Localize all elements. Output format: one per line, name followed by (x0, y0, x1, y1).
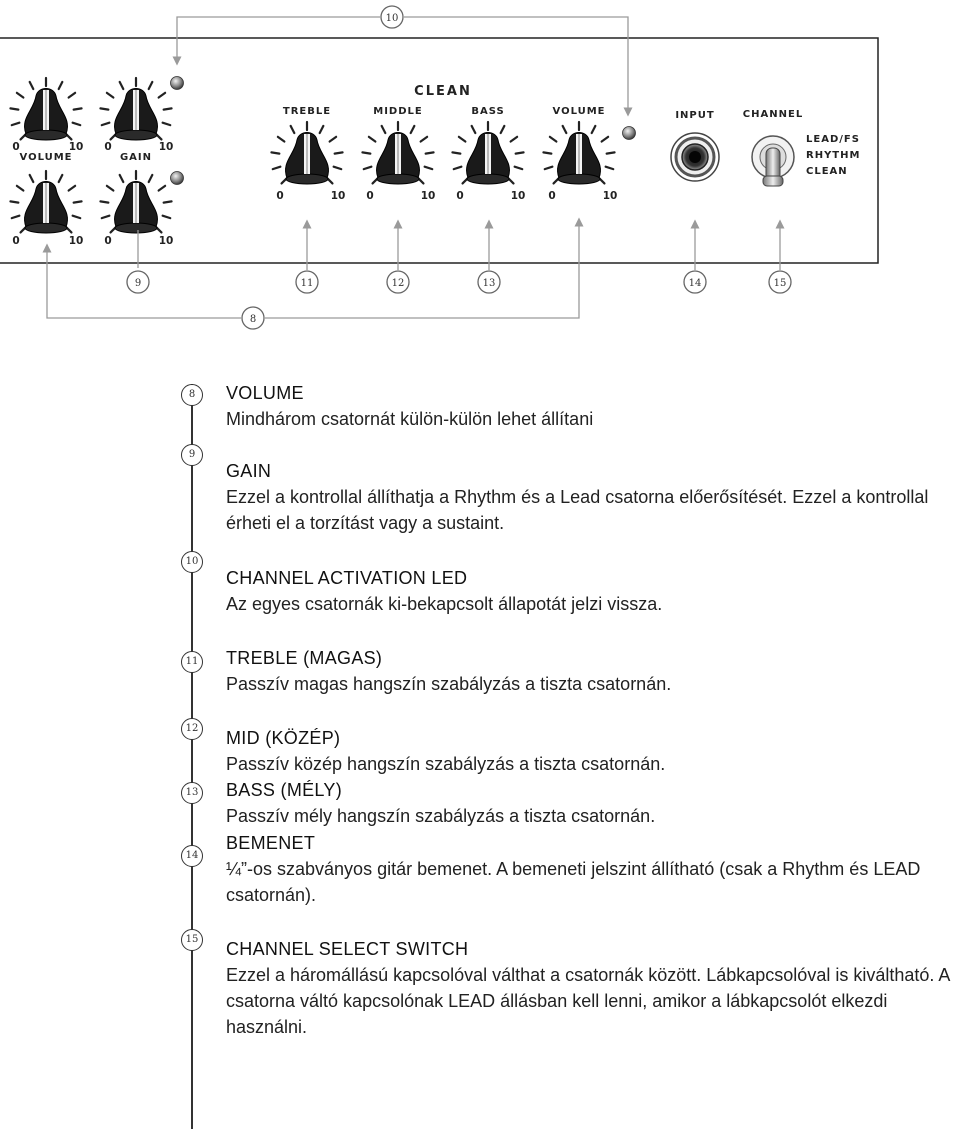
bass-max: 10 (510, 190, 526, 202)
legend-number-14: 14 (181, 845, 203, 867)
callout-9 (127, 271, 149, 293)
input-jack (671, 133, 719, 181)
legend-description: Ezzel a kontrollal állíthatja a Rhythm és a Lead csatorna előerősítését. Ezzel a kontrollal érheti el a torzítást vagy a sustaint. (226, 487, 929, 533)
legend-number-13: 13 (181, 782, 203, 804)
led-clean (623, 127, 636, 140)
callout-11-number: 11 (300, 278, 314, 289)
gain-label: Gain (119, 152, 153, 163)
middle-knob (362, 122, 433, 184)
callout-14-number: 14 (688, 278, 702, 289)
legend-number-11: 11 (181, 651, 203, 673)
legend-entry-volume (226, 380, 960, 432)
bass-min: 0 (456, 190, 464, 202)
callout-13 (478, 271, 500, 293)
gain-knob (100, 78, 171, 140)
callout-8-line (47, 222, 579, 318)
legend-description: Az egyes csatornák ki-bekapcsolt állapotát jelzi vissza. (226, 594, 663, 614)
clean-section-title: Clean (414, 84, 472, 99)
clean-volume-max: 10 (602, 190, 618, 202)
lower-left-max: 10 (68, 235, 84, 247)
left-volume-label: Volume (19, 152, 73, 163)
led-gain-upper (171, 77, 184, 90)
callout-10-line (177, 17, 628, 112)
legend-timeline (191, 384, 193, 1129)
callout-8-number: 8 (249, 314, 257, 325)
legend-entry-input (226, 830, 960, 908)
legend-title: BEMENET (226, 833, 316, 853)
treble-knob (271, 122, 342, 184)
legend (0, 340, 960, 1130)
callout-14 (684, 271, 706, 293)
callout-13-number: 13 (482, 278, 496, 289)
legend-description: ¼”-os szabványos gitár bemenet. A bemeneti jelszint állítható (csak a Rhythm és LEAD csatornán). (226, 859, 921, 905)
callout-8 (242, 307, 264, 329)
legend-description: Passzív közép hangszín szabályzás a tiszta csatornán. (226, 754, 666, 774)
legend-number-15: 15 (181, 929, 203, 951)
bass-label: Bass (471, 106, 505, 117)
lower-left-knob (10, 171, 81, 233)
gain-max: 10 (158, 141, 174, 153)
middle-min: 0 (366, 190, 374, 202)
callout-11 (296, 271, 318, 293)
legend-title: CHANNEL ACTIVATION LED (226, 568, 468, 588)
clean-volume-knob (543, 122, 614, 184)
left-volume-knob (10, 78, 81, 140)
treble-max: 10 (330, 190, 346, 202)
callout-12 (387, 271, 409, 293)
led-gain-lower (171, 172, 184, 185)
legend-entry-gain (226, 458, 960, 536)
middle-max: 10 (420, 190, 436, 202)
amp-front-panel-diagram (0, 0, 960, 340)
lower-right-knob (100, 171, 171, 233)
legend-entry-mid (226, 725, 960, 777)
callout-15-number: 15 (773, 278, 787, 289)
clean-volume-label: Volume (552, 106, 606, 117)
gain-min: 0 (104, 141, 112, 153)
input-label: Input (675, 110, 715, 121)
legend-number-12: 12 (181, 718, 203, 740)
treble-label: Treble (282, 106, 332, 117)
legend-entry-channel-switch (226, 936, 960, 1040)
callout-12-number: 12 (391, 278, 405, 289)
callout-10 (381, 6, 403, 28)
legend-title: VOLUME (226, 383, 304, 403)
channel-label: Channel (742, 109, 804, 120)
lower-left-min: 0 (12, 235, 20, 247)
legend-description: Ezzel a háromállású kapcsolóval válthat a csatornák között. Lábkapcsolóval is kiváltható. A csatorna váltó kapcsolónak LEAD állásban kell lenni, amikor a lábkapcsolót elkezdi használni. (226, 965, 950, 1037)
callout-15 (769, 271, 791, 293)
switch-position-lead: Lead/Fs (806, 134, 860, 145)
legend-entry-channel-led (226, 565, 960, 617)
middle-label: Middle (373, 106, 423, 117)
legend-title: BASS (MÉLY) (226, 780, 342, 800)
lower-right-max: 10 (158, 235, 174, 247)
left-volume-max: 10 (68, 141, 84, 153)
legend-title: MID (KÖZÉP) (226, 728, 341, 748)
left-volume-min: 0 (12, 141, 20, 153)
legend-entry-treble (226, 645, 960, 697)
legend-number-8: 8 (181, 384, 203, 406)
legend-number-10: 10 (181, 551, 203, 573)
legend-entry-bass (226, 777, 960, 829)
legend-description: Passzív mély hangszín szabályzás a tiszta csatornán. (226, 806, 656, 826)
legend-title: GAIN (226, 461, 272, 481)
legend-description: Mindhárom csatornát külön-külön lehet állítani (226, 409, 594, 429)
callout-10-number: 10 (385, 13, 399, 24)
clean-volume-min: 0 (548, 190, 556, 202)
legend-title: TREBLE (MAGAS) (226, 648, 383, 668)
legend-title: CHANNEL SELECT SWITCH (226, 939, 469, 959)
channel-toggle-switch (752, 136, 794, 186)
treble-min: 0 (276, 190, 284, 202)
bass-knob (452, 122, 523, 184)
switch-position-clean: Clean (806, 166, 848, 177)
legend-description: Passzív magas hangszín szabályzás a tiszta csatornán. (226, 674, 672, 694)
callout-9-number: 9 (134, 278, 142, 289)
lower-right-min: 0 (104, 235, 112, 247)
switch-position-rhythm: Rhythm (806, 150, 861, 161)
legend-number-9: 9 (181, 444, 203, 466)
